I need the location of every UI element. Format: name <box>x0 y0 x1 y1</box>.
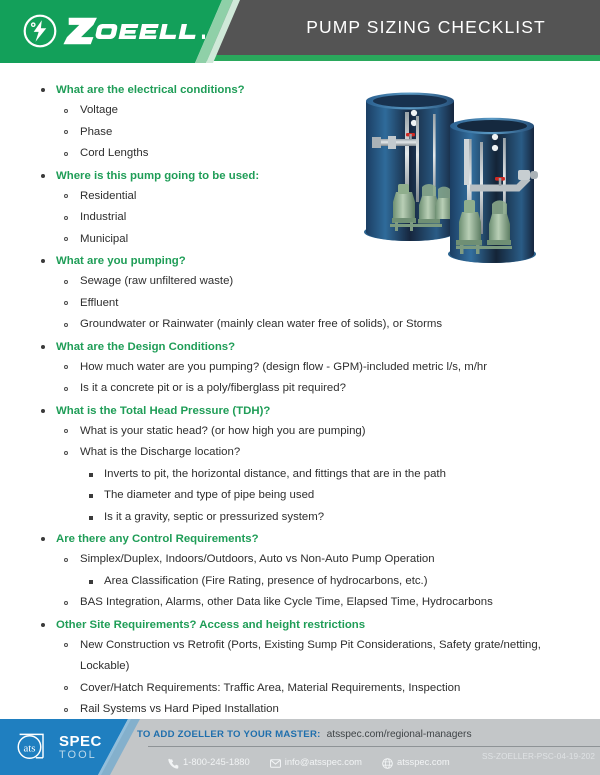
bullet-square-icon <box>89 473 93 477</box>
bullet-circle-icon <box>64 323 68 327</box>
item-label: Effluent <box>80 296 119 309</box>
sub-item-label: Inverts to pit, the horizontal distance, and fittings that are in the path <box>104 467 446 480</box>
item-label: Residential <box>80 189 137 202</box>
bullet-square-icon <box>89 494 93 498</box>
bullet-disc-icon <box>41 259 45 263</box>
bullet-circle-icon <box>64 686 68 690</box>
bullet-circle-icon <box>64 109 68 113</box>
document-code: SS-ZOELLER-PSC-04-19-202 <box>482 752 595 761</box>
list-item <box>56 678 566 700</box>
footer-website[interactable] <box>382 756 450 767</box>
item-label: Simplex/Duplex, Indoors/Outdoors, Auto vs Non-Auto Pump Operation <box>80 553 435 565</box>
sub-list-item <box>80 571 566 593</box>
ats-logo-text <box>59 734 102 761</box>
sub-item-label: Is it a gravity, septic or pressurized system? <box>104 510 325 523</box>
checklist-sections <box>36 80 566 721</box>
section-items <box>56 635 566 721</box>
checklist-content <box>36 80 566 722</box>
section-heading: What is the Total Head Pressure (TDH)? <box>56 404 271 417</box>
website-label: atsspec.com <box>397 755 450 767</box>
sub-items <box>80 571 566 593</box>
item-label: Phase <box>80 125 113 138</box>
section-heading: What are you pumping? <box>56 255 186 267</box>
spec-label: SPEC <box>59 732 102 750</box>
svg-text:ats: ats <box>23 742 36 755</box>
item-label: What is your static head? (or how high you are pumping) <box>80 424 366 437</box>
zoeller-circle-logo-icon <box>22 13 58 49</box>
list-item <box>56 378 566 400</box>
sub-items <box>80 464 566 529</box>
bullet-disc-icon <box>41 88 45 92</box>
section-items <box>56 357 566 400</box>
section-heading: Are there any Control Requirements? <box>56 533 259 545</box>
master-url-link[interactable]: atsspec.com/regional-managers <box>326 728 472 740</box>
section-items <box>56 271 566 336</box>
list-item <box>56 421 566 443</box>
page-title: PUMP SIZING CHECKLIST <box>306 17 546 37</box>
item-label: Industrial <box>80 211 127 223</box>
list-item <box>56 143 566 165</box>
email-label: info@atsspec.com <box>284 755 362 767</box>
list-item <box>56 207 566 229</box>
footer-divider <box>148 746 600 747</box>
bullet-circle-icon <box>64 387 68 391</box>
bullet-circle-icon <box>64 643 68 647</box>
bullet-circle-icon <box>64 558 68 562</box>
bullet-disc-icon <box>41 537 45 541</box>
list-item <box>56 357 566 379</box>
list-item <box>56 293 566 315</box>
sub-list-item <box>80 485 566 507</box>
sub-item-label: Area Classification (Fire Rating, presence of hydrocarbons, etc.) <box>104 574 428 587</box>
footer-contact-row <box>168 749 463 773</box>
sub-list-item <box>80 507 566 529</box>
checklist-section <box>36 251 566 336</box>
zoeller-wordmark <box>63 16 205 46</box>
sub-item-label: The diameter and type of pipe being used <box>104 489 315 501</box>
section-items <box>56 100 566 165</box>
section-items <box>56 421 566 529</box>
list-item <box>56 549 566 592</box>
bullet-disc-icon <box>41 174 45 178</box>
master-label: TO ADD ZOELLER TO YOUR MASTER: <box>137 728 321 740</box>
list-item <box>56 592 566 614</box>
footer-email[interactable] <box>270 756 362 767</box>
bullet-circle-icon <box>64 237 68 241</box>
phone-icon <box>168 756 179 767</box>
footer-phone[interactable] <box>168 756 250 767</box>
list-item <box>56 122 566 144</box>
list-item <box>56 271 566 293</box>
item-label: BAS Integration, Alarms, other Data like Cycle Time, Elapsed Time, Hydrocarbons <box>80 596 493 608</box>
item-label: How much water are you pumping? (design flow - GPM)-included metric l/s, m/hr <box>80 360 488 373</box>
checklist-section <box>36 80 566 165</box>
item-label: Sewage (raw unfiltered waste) <box>80 275 234 287</box>
list-item <box>56 699 566 721</box>
item-label: Is it a concrete pit or is a poly/fiberglass pit required? <box>80 382 346 394</box>
tool-label: TOOL <box>59 748 97 761</box>
list-item <box>56 635 566 678</box>
bullet-disc-icon <box>41 345 45 349</box>
item-label: New Construction vs Retrofit (Ports, Existing Sump Pit Considerations, Safety grate/netting, Lockable) <box>80 638 541 672</box>
item-label: Cover/Hatch Requirements: Traffic Area, Material Requirements, Inspection <box>80 681 461 694</box>
section-items <box>56 549 566 614</box>
checklist-section <box>36 529 566 614</box>
checklist-section <box>36 337 566 400</box>
envelope-icon <box>270 756 281 767</box>
item-label: Cord Lengths <box>80 147 149 159</box>
bullet-circle-icon <box>64 152 68 156</box>
bullet-disc-icon <box>41 623 45 627</box>
bullet-circle-icon <box>64 451 68 455</box>
bullet-circle-icon <box>64 301 68 305</box>
section-heading: What are the electrical conditions? <box>56 84 245 96</box>
list-item <box>56 186 566 208</box>
bullet-circle-icon <box>64 194 68 198</box>
bullet-square-icon <box>89 516 93 520</box>
ats-spec-tool-logo <box>14 729 102 765</box>
bullet-square-icon <box>89 580 93 584</box>
footer-master-row <box>137 723 472 745</box>
checklist-section <box>36 615 566 721</box>
phone-label: 1-800-245-1880 <box>183 755 250 767</box>
zoeller-logo <box>22 13 205 49</box>
bullet-circle-icon <box>64 280 68 284</box>
bullet-circle-icon <box>64 216 68 220</box>
bullet-circle-icon <box>64 708 68 712</box>
globe-icon <box>382 756 393 767</box>
checklist-section <box>36 401 566 529</box>
item-label: Voltage <box>80 104 119 116</box>
list-item <box>56 442 566 528</box>
item-label: Municipal <box>80 232 129 245</box>
list-item <box>56 229 566 251</box>
section-heading: Other Site Requirements? Access and height restrictions <box>56 618 366 631</box>
bullet-circle-icon <box>64 365 68 369</box>
ats-circle-icon <box>14 729 54 765</box>
section-items <box>56 186 566 251</box>
page-footer <box>0 719 600 775</box>
section-heading: Where is this pump going to be used: <box>56 169 260 182</box>
list-item <box>56 314 566 336</box>
page-header <box>0 0 600 63</box>
item-label: What is the Discharge location? <box>80 446 241 458</box>
section-heading: What are the Design Conditions? <box>56 340 236 353</box>
bullet-circle-icon <box>64 601 68 605</box>
item-label: Rail Systems vs Hard Piped Installation <box>80 703 279 715</box>
item-label: Groundwater or Rainwater (mainly clean water free of solids), or Storms <box>80 318 443 330</box>
bullet-disc-icon <box>41 409 45 413</box>
bullet-circle-icon <box>64 429 68 433</box>
bullet-circle-icon <box>64 130 68 134</box>
list-item <box>56 100 566 122</box>
sub-list-item <box>80 464 566 486</box>
checklist-section <box>36 166 566 251</box>
